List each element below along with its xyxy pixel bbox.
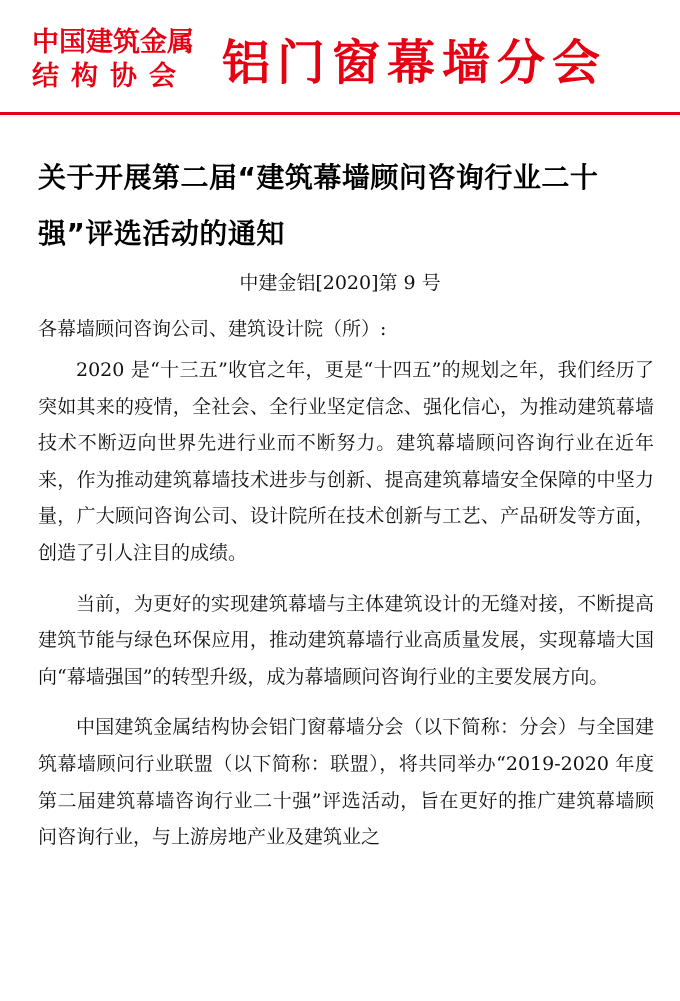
organization-name — [32, 26, 232, 94]
body-paragraph-2: 当前，为更好的实现建筑幕墙与主体建筑设计的无缝对接，不断提高建筑节能与绿色环保应用，推动建筑幕墙行业高质量发展，实现幕墙大国向“幕墙强国”的转型升级，成为幕墙顾问咨询行业的主要发展方向。 — [38, 592, 654, 688]
body-paragraph-1: 2020 是“十三五”收官之年，更是“十四五”的规划之年，我们经历了突如其来的疫情，全社会、全行业坚定信念、强化信心，为推动建筑幕墙技术不断迈向世界先进行业而不断努力。建筑幕墙顾问咨询行业在近年来，作为推动建筑幕墙技术进步与创新、提高建筑幕墙安全保障的中坚力量，广大顾问咨询公司、设计院所在技术创新与工艺、产品研发等方面，创造了引人注目的成绩。 — [38, 359, 654, 564]
organization-name-line-1: 中国建筑金属 — [32, 27, 194, 58]
salutation: 各幕墙顾问咨询公司、建筑设计院（所）: — [38, 318, 387, 340]
body-paragraph-3: 中国建筑金属结构协会铝门窗幕墙分会（以下简称：分会）与全国建筑幕墙顾问行业联盟（以下简称：联盟），将共同举办“2019-2020 年度第二届建筑幕墙咨询行业二十强”评选活动，旨在更好的推广建筑幕墙顾问咨询行业，与上游房地产业及建筑业之 — [38, 716, 654, 849]
document-number: 中建金铝[2020]第 9 号 — [239, 272, 441, 294]
letterhead-divider — [0, 112, 680, 115]
branch-name: 铝门窗幕墙分会 — [222, 35, 608, 91]
document-body — [38, 352, 654, 870]
document-title: 关于开展第二届“建筑幕墙顾问咨询行业二十强”评选活动的通知 — [38, 161, 599, 250]
organization-name-line-2: 结构协会 — [32, 61, 188, 92]
letterhead — [0, 0, 680, 118]
